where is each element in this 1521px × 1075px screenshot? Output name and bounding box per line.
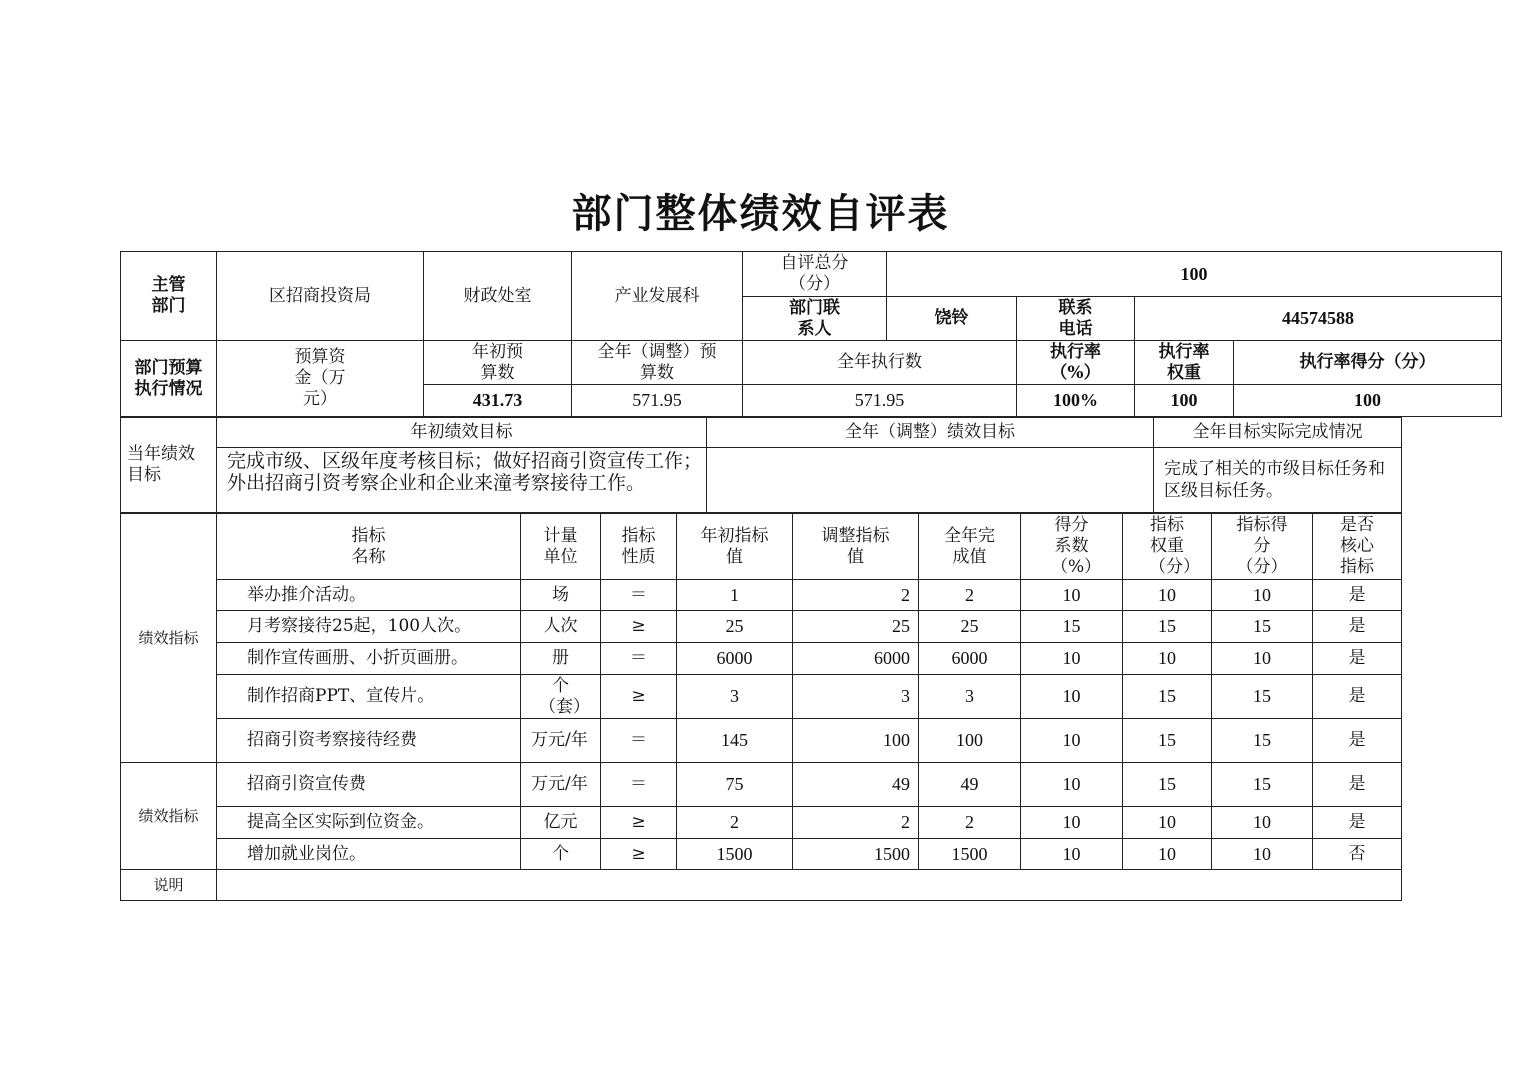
adjusted-budget-label: 全年（调整）预算数 [572,341,743,385]
initial-goal-header: 年初绩效目标 [217,418,707,448]
indicators-table [120,513,1402,901]
indicator-nature: ＝ [601,643,677,675]
contact-name: 饶铃 [887,297,1017,341]
indicator-coef: 10 [1021,580,1123,611]
dept-name: 区招商投资局 [217,252,424,341]
actual-goal-header: 全年目标实际完成情况 [1154,418,1402,448]
executed-label: 全年执行数 [743,341,1017,385]
rate-score-value: 100 [1234,385,1502,417]
indicator-nature: ≥ [601,839,677,870]
budget-label: 部门预算执行情况 [121,341,217,417]
indicator-core: 是 [1313,580,1402,611]
rate-value: 100% [1017,385,1135,417]
indicator-coef: 10 [1021,839,1123,870]
indicator-unit: 场 [521,580,601,611]
col-header-coef: 得分系数（%） [1021,514,1123,580]
dept-label: 主管部门 [121,252,217,341]
col-header-actual: 全年完成值 [919,514,1021,580]
notes-label: 说明 [121,870,217,901]
indicator-weight: 15 [1123,763,1212,807]
indicator-adjusted: 2 [793,580,919,611]
indicator-core: 是 [1313,719,1402,763]
indicator-score: 10 [1212,807,1313,839]
indicator-initial: 2 [677,807,793,839]
score-label: 自评总分（分） [743,252,887,297]
initial-budget-value: 431.73 [424,385,572,417]
indicator-coef: 15 [1021,611,1123,643]
col-header-score: 指标得分（分） [1212,514,1313,580]
indicator-score: 15 [1212,675,1313,719]
indicator-name: 月考察接待25起，100人次。 [217,611,521,643]
indicator-core: 否 [1313,839,1402,870]
phone-value: 44574588 [1135,297,1502,341]
indicator-core: 是 [1313,675,1402,719]
indicator-group-1-label: 绩效指标 [121,514,217,763]
indicator-actual: 49 [919,763,1021,807]
indicator-score: 15 [1212,763,1313,807]
indicator-nature: ＝ [601,763,677,807]
finance-office: 财政处室 [424,252,572,341]
col-header-core: 是否核心指标 [1313,514,1402,580]
indicator-weight: 10 [1123,643,1212,675]
contact-label: 部门联系人 [743,297,887,341]
notes-value [217,870,1402,901]
indicator-adjusted: 25 [793,611,919,643]
indicator-core: 是 [1313,611,1402,643]
indicator-core: 是 [1313,643,1402,675]
indicator-nature: ≥ [601,807,677,839]
col-header-weight: 指标权重（分） [1123,514,1212,580]
rate-score-label: 执行率得分（分） [1234,341,1502,385]
indicator-name: 招商引资考察接待经费 [217,719,521,763]
indicator-name: 招商引资宣传费 [217,763,521,807]
indicator-nature: ＝ [601,580,677,611]
indicator-name: 提高全区实际到位资金。 [217,807,521,839]
indicator-name: 制作宣传画册、小折页画册。 [217,643,521,675]
indicator-weight: 10 [1123,580,1212,611]
indicator-name: 增加就业岗位。 [217,839,521,870]
indicator-unit: 册 [521,643,601,675]
indicator-initial: 6000 [677,643,793,675]
summary-table [120,251,1502,417]
indicator-score: 15 [1212,611,1313,643]
indicator-core: 是 [1313,763,1402,807]
col-header-initial: 年初指标值 [677,514,793,580]
indicator-adjusted: 2 [793,807,919,839]
indicator-initial: 1 [677,580,793,611]
indicator-group-2-label: 绩效指标 [121,763,217,870]
goals-table [120,417,1402,513]
indicator-weight: 10 [1123,839,1212,870]
indicator-coef: 10 [1021,643,1123,675]
indicator-actual: 25 [919,611,1021,643]
indicator-name: 举办推介活动。 [217,580,521,611]
indicator-nature: ≥ [601,611,677,643]
indicator-adjusted: 49 [793,763,919,807]
section-name: 产业发展科 [572,252,743,341]
indicator-core: 是 [1313,807,1402,839]
adjusted-goal-header: 全年（调整）绩效目标 [707,418,1154,448]
indicator-score: 15 [1212,719,1313,763]
indicator-score: 10 [1212,839,1313,870]
indicator-unit: 个（套） [521,675,601,719]
initial-budget-label: 年初预算数 [424,341,572,385]
indicator-adjusted: 1500 [793,839,919,870]
indicator-adjusted: 3 [793,675,919,719]
indicator-initial: 145 [677,719,793,763]
indicator-weight: 15 [1123,719,1212,763]
indicator-actual: 3 [919,675,1021,719]
indicator-coef: 10 [1021,763,1123,807]
indicator-score: 10 [1212,580,1313,611]
indicator-nature: ＝ [601,719,677,763]
phone-label: 联系电话 [1017,297,1135,341]
score-value: 100 [887,252,1502,297]
indicator-unit: 人次 [521,611,601,643]
indicator-initial: 25 [677,611,793,643]
col-header-nature: 指标性质 [601,514,677,580]
actual-goal-text: 完成了相关的市级目标任务和区级目标任务。 [1154,448,1402,513]
indicator-initial: 75 [677,763,793,807]
indicator-unit: 个 [521,839,601,870]
page-title: 部门整体绩效自评表 [571,190,950,237]
col-header-name: 指标名称 [217,514,521,580]
col-header-adjusted: 调整指标值 [793,514,919,580]
weight-value: 100 [1135,385,1234,417]
adjusted-budget-value: 571.95 [572,385,743,417]
indicator-initial: 1500 [677,839,793,870]
indicator-actual: 2 [919,807,1021,839]
indicator-unit: 亿元 [521,807,601,839]
indicator-name: 制作招商PPT、宣传片。 [217,675,521,719]
rate-label: 执行率（%） [1017,341,1135,385]
initial-goal-text: 完成市级、区级年度考核目标；做好招商引资宣传工作；外出招商引资考察企业和企业来潼考察接待工作。 [217,448,707,513]
indicator-score: 10 [1212,643,1313,675]
indicator-actual: 6000 [919,643,1021,675]
indicator-initial: 3 [677,675,793,719]
indicator-adjusted: 100 [793,719,919,763]
weight-label: 执行率权重 [1135,341,1234,385]
indicator-coef: 10 [1021,719,1123,763]
indicator-actual: 2 [919,580,1021,611]
indicator-weight: 15 [1123,675,1212,719]
fund-label: 预算资金（万元） [217,341,424,417]
col-header-unit: 计量单位 [521,514,601,580]
indicator-coef: 10 [1021,675,1123,719]
indicator-nature: ≥ [601,675,677,719]
executed-value: 571.95 [743,385,1017,417]
indicator-actual: 100 [919,719,1021,763]
indicator-unit: 万元/年 [521,719,601,763]
indicator-weight: 15 [1123,611,1212,643]
indicator-adjusted: 6000 [793,643,919,675]
indicator-weight: 10 [1123,807,1212,839]
indicator-unit: 万元/年 [521,763,601,807]
indicator-coef: 10 [1021,807,1123,839]
goals-label: 当年绩效目标 [121,418,217,513]
adjusted-goal-text [707,448,1154,513]
indicator-actual: 1500 [919,839,1021,870]
